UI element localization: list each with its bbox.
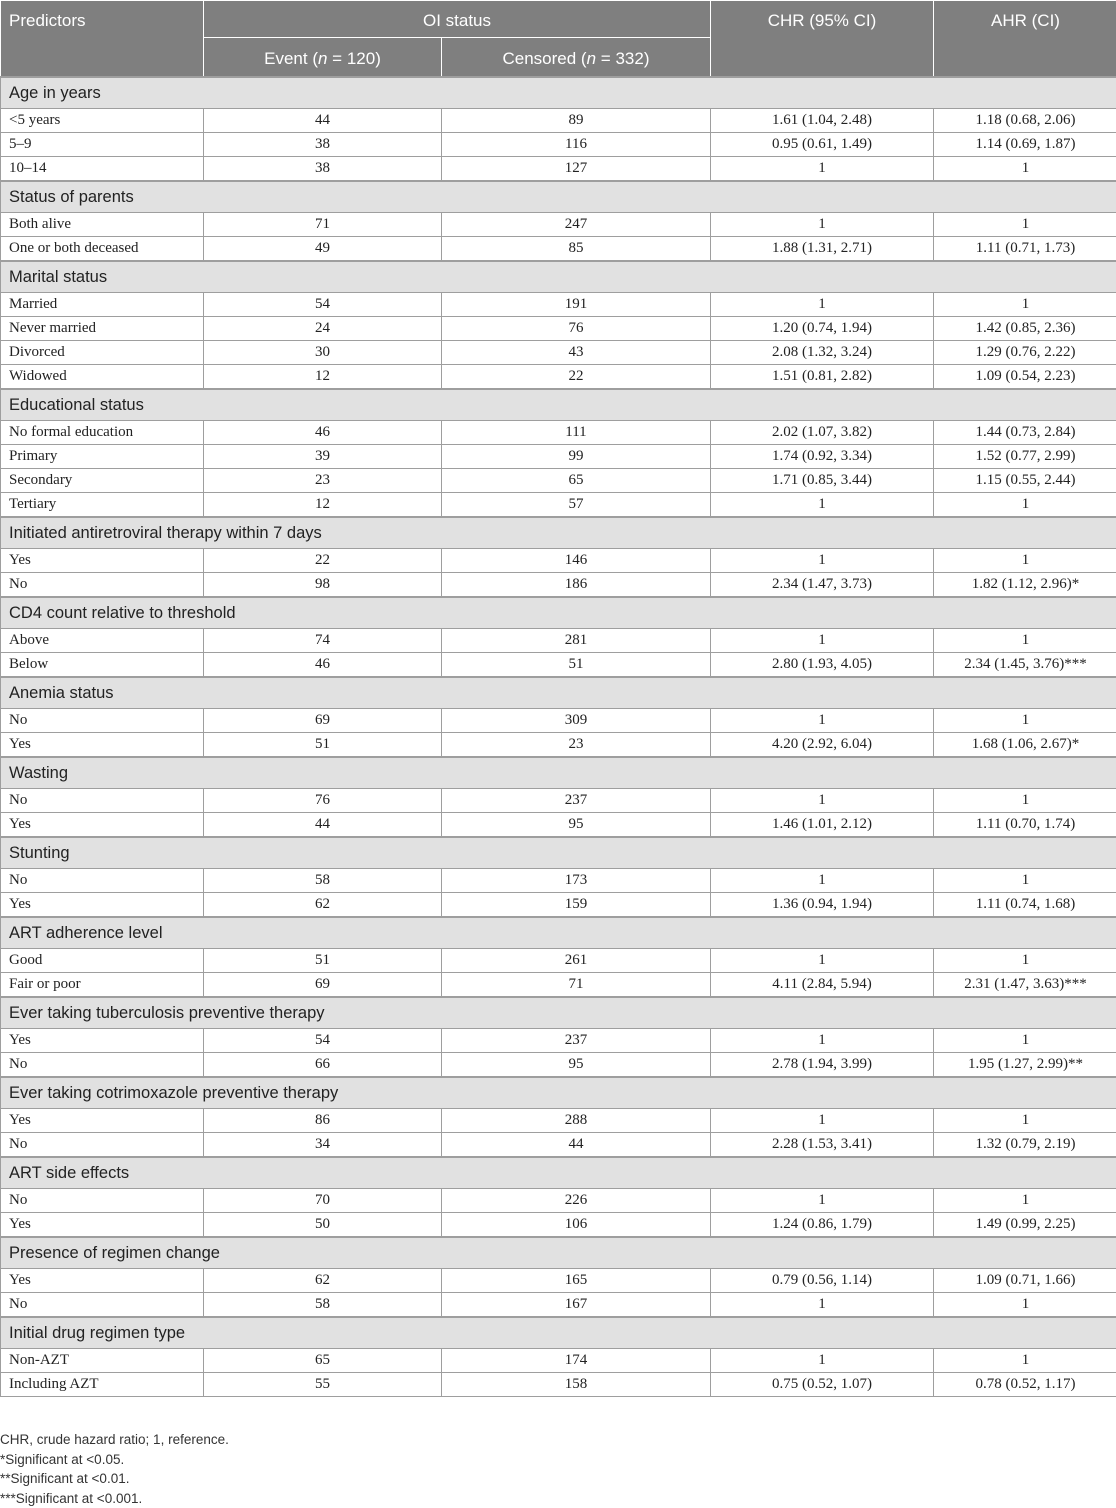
chr-value: 1	[711, 789, 934, 813]
censored-count: 99	[442, 445, 711, 469]
event-count: 69	[204, 709, 442, 733]
event-count: 58	[204, 869, 442, 893]
event-count: 55	[204, 1373, 442, 1397]
event-count: 62	[204, 1269, 442, 1293]
censored-count: 95	[442, 813, 711, 838]
chr-value: 1	[711, 709, 934, 733]
row-label: Primary	[1, 445, 204, 469]
censored-count: 71	[442, 973, 711, 998]
section-header-row	[1, 181, 1116, 213]
event-count: 74	[204, 629, 442, 653]
ahr-value: 1	[934, 1349, 1116, 1373]
ahr-value: 2.34 (1.45, 3.76)***	[934, 653, 1116, 678]
ahr-value: 1.95 (1.27, 2.99)**	[934, 1053, 1116, 1078]
table-row	[1, 789, 1116, 813]
section-title: Status of parents	[1, 181, 1116, 213]
censored-count: 57	[442, 493, 711, 518]
row-label: Yes	[1, 813, 204, 838]
censored-count: 106	[442, 1213, 711, 1238]
table-row	[1, 1053, 1116, 1078]
table-row	[1, 1373, 1116, 1397]
event-count: 50	[204, 1213, 442, 1238]
chr-value: 1	[711, 949, 934, 973]
row-label: <5 years	[1, 109, 204, 133]
censored-count: 191	[442, 293, 711, 317]
event-count: 65	[204, 1349, 442, 1373]
chr-value: 1	[711, 869, 934, 893]
header-predictors: Predictors	[1, 1, 204, 78]
row-label: Including AZT	[1, 1373, 204, 1397]
chr-value: 1	[711, 549, 934, 573]
event-count: 54	[204, 293, 442, 317]
section-header-row	[1, 757, 1116, 789]
event-count: 49	[204, 237, 442, 262]
row-label: No	[1, 869, 204, 893]
row-label: Yes	[1, 733, 204, 758]
section-title: Ever taking cotrimoxazole preventive therapy	[1, 1077, 1116, 1109]
chr-value: 2.08 (1.32, 3.24)	[711, 341, 934, 365]
table-row	[1, 709, 1116, 733]
chr-value: 2.34 (1.47, 3.73)	[711, 573, 934, 598]
section-title: ART adherence level	[1, 917, 1116, 949]
header-event: Event (n = 120)	[204, 38, 442, 78]
row-label: Above	[1, 629, 204, 653]
chr-value: 0.79 (0.56, 1.14)	[711, 1269, 934, 1293]
censored-count: 174	[442, 1349, 711, 1373]
event-count: 44	[204, 109, 442, 133]
section-title: Age in years	[1, 77, 1116, 109]
row-label: 5–9	[1, 133, 204, 157]
row-label: Both alive	[1, 213, 204, 237]
chr-value: 2.28 (1.53, 3.41)	[711, 1133, 934, 1158]
censored-count: 237	[442, 789, 711, 813]
ahr-value: 1	[934, 1109, 1116, 1133]
censored-count: 159	[442, 893, 711, 918]
section-header-row	[1, 261, 1116, 293]
footnote: CHR, crude hazard ratio; 1, reference.	[0, 1432, 229, 1447]
chr-value: 1.46 (1.01, 2.12)	[711, 813, 934, 838]
event-count: 54	[204, 1029, 442, 1053]
ahr-value: 1.11 (0.74, 1.68)	[934, 893, 1116, 918]
chr-value: 1	[711, 1029, 934, 1053]
section-title: Wasting	[1, 757, 1116, 789]
section-title: Stunting	[1, 837, 1116, 869]
row-label: Yes	[1, 549, 204, 573]
row-label: No	[1, 1133, 204, 1158]
ahr-value: 1.11 (0.70, 1.74)	[934, 813, 1116, 838]
ahr-value: 1.52 (0.77, 2.99)	[934, 445, 1116, 469]
row-label: 10–14	[1, 157, 204, 182]
row-label: Yes	[1, 1213, 204, 1238]
table-row	[1, 549, 1116, 573]
table-row	[1, 365, 1116, 390]
section-header-row	[1, 1077, 1116, 1109]
ahr-value: 1	[934, 629, 1116, 653]
censored-count: 51	[442, 653, 711, 678]
event-count: 23	[204, 469, 442, 493]
table-row	[1, 469, 1116, 493]
row-label: Yes	[1, 1029, 204, 1053]
censored-count: 288	[442, 1109, 711, 1133]
event-count: 66	[204, 1053, 442, 1078]
section-title: ART side effects	[1, 1157, 1116, 1189]
row-label: Non-AZT	[1, 1349, 204, 1373]
censored-count: 261	[442, 949, 711, 973]
section-header-row	[1, 517, 1116, 549]
censored-count: 65	[442, 469, 711, 493]
ahr-value: 1.11 (0.71, 1.73)	[934, 237, 1116, 262]
row-label: Married	[1, 293, 204, 317]
row-label: Tertiary	[1, 493, 204, 518]
header-chr: CHR (95% CI)	[711, 1, 934, 78]
section-title: Educational status	[1, 389, 1116, 421]
censored-count: 158	[442, 1373, 711, 1397]
section-header-row	[1, 77, 1116, 109]
section-header-row	[1, 997, 1116, 1029]
chr-value: 1.74 (0.92, 3.34)	[711, 445, 934, 469]
censored-count: 95	[442, 1053, 711, 1078]
table-row	[1, 1029, 1116, 1053]
ahr-value: 2.31 (1.47, 3.63)***	[934, 973, 1116, 998]
ahr-value: 1.49 (0.99, 2.25)	[934, 1213, 1116, 1238]
chr-value: 2.78 (1.94, 3.99)	[711, 1053, 934, 1078]
table-row	[1, 869, 1116, 893]
table-row	[1, 1269, 1116, 1293]
event-count: 38	[204, 157, 442, 182]
ahr-value: 1	[934, 1189, 1116, 1213]
table-row	[1, 109, 1116, 133]
section-title: Anemia status	[1, 677, 1116, 709]
table-row	[1, 293, 1116, 317]
section-header-row	[1, 837, 1116, 869]
chr-value: 1	[711, 1189, 934, 1213]
censored-count: 76	[442, 317, 711, 341]
row-label: Below	[1, 653, 204, 678]
censored-count: 281	[442, 629, 711, 653]
ahr-value: 1	[934, 949, 1116, 973]
event-count: 51	[204, 949, 442, 973]
chr-value: 1	[711, 293, 934, 317]
event-count: 46	[204, 421, 442, 445]
chr-value: 4.20 (2.92, 6.04)	[711, 733, 934, 758]
table-row	[1, 1349, 1116, 1373]
chr-value: 1	[711, 213, 934, 237]
chr-value: 2.80 (1.93, 4.05)	[711, 653, 934, 678]
chr-value: 1.88 (1.31, 2.71)	[711, 237, 934, 262]
chr-value: 0.75 (0.52, 1.07)	[711, 1373, 934, 1397]
section-header-row	[1, 1157, 1116, 1189]
censored-count: 173	[442, 869, 711, 893]
ahr-value: 1	[934, 869, 1116, 893]
footnote: **Significant at <0.01.	[0, 1471, 130, 1486]
footnote: ***Significant at <0.001.	[0, 1490, 143, 1506]
chr-value: 1	[711, 157, 934, 182]
table-row	[1, 1133, 1116, 1158]
event-count: 38	[204, 133, 442, 157]
ahr-value: 1	[934, 1293, 1116, 1318]
row-label: No	[1, 709, 204, 733]
row-label: No formal education	[1, 421, 204, 445]
header-oi-status: OI status	[204, 1, 711, 38]
table-row	[1, 421, 1116, 445]
event-count: 24	[204, 317, 442, 341]
ahr-value: 1.15 (0.55, 2.44)	[934, 469, 1116, 493]
row-label: Yes	[1, 1109, 204, 1133]
chr-value: 4.11 (2.84, 5.94)	[711, 973, 934, 998]
ahr-value: 1.29 (0.76, 2.22)	[934, 341, 1116, 365]
row-label: Widowed	[1, 365, 204, 390]
chr-value: 1	[711, 1109, 934, 1133]
event-count: 86	[204, 1109, 442, 1133]
chr-value: 1.61 (1.04, 2.48)	[711, 109, 934, 133]
row-label: Divorced	[1, 341, 204, 365]
row-label: One or both deceased	[1, 237, 204, 262]
table-footnotes	[0, 1430, 229, 1508]
censored-count: 127	[442, 157, 711, 182]
event-count: 71	[204, 213, 442, 237]
ahr-value: 1	[934, 709, 1116, 733]
ahr-value: 1.42 (0.85, 2.36)	[934, 317, 1116, 341]
section-title: Ever taking tuberculosis preventive therapy	[1, 997, 1116, 1029]
event-count: 62	[204, 893, 442, 918]
event-count: 46	[204, 653, 442, 678]
censored-count: 89	[442, 109, 711, 133]
table-row	[1, 653, 1116, 678]
censored-count: 186	[442, 573, 711, 598]
ahr-value: 1	[934, 1029, 1116, 1053]
event-count: 69	[204, 973, 442, 998]
row-label: Yes	[1, 1269, 204, 1293]
section-title: Initiated antiretroviral therapy within 7 days	[1, 517, 1116, 549]
header-ahr: AHR (CI)	[934, 1, 1116, 78]
ahr-value: 1	[934, 549, 1116, 573]
table-row	[1, 213, 1116, 237]
event-count: 44	[204, 813, 442, 838]
censored-count: 247	[442, 213, 711, 237]
event-count: 12	[204, 493, 442, 518]
section-header-row	[1, 1317, 1116, 1349]
row-label: No	[1, 789, 204, 813]
row-label: Secondary	[1, 469, 204, 493]
ahr-value: 1	[934, 213, 1116, 237]
ahr-value: 1.09 (0.54, 2.23)	[934, 365, 1116, 390]
censored-count: 167	[442, 1293, 711, 1318]
censored-count: 309	[442, 709, 711, 733]
table-row	[1, 237, 1116, 262]
event-count: 70	[204, 1189, 442, 1213]
event-count: 34	[204, 1133, 442, 1158]
censored-count: 22	[442, 365, 711, 390]
ahr-value: 1	[934, 157, 1116, 182]
ahr-value: 1	[934, 789, 1116, 813]
event-count: 22	[204, 549, 442, 573]
section-title: Presence of regimen change	[1, 1237, 1116, 1269]
ahr-value: 0.78 (0.52, 1.17)	[934, 1373, 1116, 1397]
ahr-value: 1	[934, 493, 1116, 518]
section-header-row	[1, 677, 1116, 709]
ahr-value: 1.44 (0.73, 2.84)	[934, 421, 1116, 445]
row-label: No	[1, 573, 204, 598]
table-row	[1, 813, 1116, 838]
section-title: Initial drug regimen type	[1, 1317, 1116, 1349]
table-row	[1, 493, 1116, 518]
censored-count: 23	[442, 733, 711, 758]
ahr-value: 1.09 (0.71, 1.66)	[934, 1269, 1116, 1293]
table-row	[1, 949, 1116, 973]
chr-value: 0.95 (0.61, 1.49)	[711, 133, 934, 157]
event-count: 12	[204, 365, 442, 390]
censored-count: 43	[442, 341, 711, 365]
table-row	[1, 733, 1116, 758]
censored-count: 116	[442, 133, 711, 157]
row-label: Fair or poor	[1, 973, 204, 998]
ahr-value: 1.18 (0.68, 2.06)	[934, 109, 1116, 133]
table-row	[1, 973, 1116, 998]
chr-value: 1.51 (0.81, 2.82)	[711, 365, 934, 390]
footnote: *Significant at <0.05.	[0, 1451, 125, 1467]
censored-count: 226	[442, 1189, 711, 1213]
row-label: No	[1, 1189, 204, 1213]
table-row	[1, 1213, 1116, 1238]
censored-count: 44	[442, 1133, 711, 1158]
ahr-value: 1	[934, 293, 1116, 317]
row-label: No	[1, 1293, 204, 1318]
section-header-row	[1, 597, 1116, 629]
chr-value: 2.02 (1.07, 3.82)	[711, 421, 934, 445]
censored-count: 237	[442, 1029, 711, 1053]
event-count: 76	[204, 789, 442, 813]
chr-value: 1.24 (0.86, 1.79)	[711, 1213, 934, 1238]
table-row	[1, 1189, 1116, 1213]
censored-count: 85	[442, 237, 711, 262]
row-label: No	[1, 1053, 204, 1078]
event-count: 30	[204, 341, 442, 365]
event-count: 58	[204, 1293, 442, 1318]
section-title: CD4 count relative to threshold	[1, 597, 1116, 629]
chr-value: 1.36 (0.94, 1.94)	[711, 893, 934, 918]
table-row	[1, 629, 1116, 653]
censored-count: 111	[442, 421, 711, 445]
row-label: Yes	[1, 893, 204, 918]
censored-count: 146	[442, 549, 711, 573]
chr-value: 1.71 (0.85, 3.44)	[711, 469, 934, 493]
table-row	[1, 1109, 1116, 1133]
chr-value: 1.20 (0.74, 1.94)	[711, 317, 934, 341]
table-row	[1, 157, 1116, 182]
table-row	[1, 133, 1116, 157]
section-header-row	[1, 1237, 1116, 1269]
header-censored: Censored (n = 332)	[442, 38, 711, 78]
section-title: Marital status	[1, 261, 1116, 293]
event-count: 51	[204, 733, 442, 758]
chr-value: 1	[711, 493, 934, 518]
chr-value: 1	[711, 1349, 934, 1373]
chr-value: 1	[711, 1293, 934, 1318]
censored-count: 165	[442, 1269, 711, 1293]
chr-value: 1	[711, 629, 934, 653]
table-row	[1, 341, 1116, 365]
table-row	[1, 317, 1116, 341]
event-count: 98	[204, 573, 442, 598]
table-row	[1, 445, 1116, 469]
row-label: Never married	[1, 317, 204, 341]
table-row	[1, 573, 1116, 598]
ahr-value: 1.32 (0.79, 2.19)	[934, 1133, 1116, 1158]
row-label: Good	[1, 949, 204, 973]
ahr-value: 1.82 (1.12, 2.96)*	[934, 573, 1116, 598]
event-count: 39	[204, 445, 442, 469]
table-row	[1, 893, 1116, 918]
table-row	[1, 1293, 1116, 1318]
ahr-value: 1.68 (1.06, 2.67)*	[934, 733, 1116, 758]
section-header-row	[1, 389, 1116, 421]
table-body	[1, 77, 1116, 1397]
section-header-row	[1, 917, 1116, 949]
ahr-value: 1.14 (0.69, 1.87)	[934, 133, 1116, 157]
